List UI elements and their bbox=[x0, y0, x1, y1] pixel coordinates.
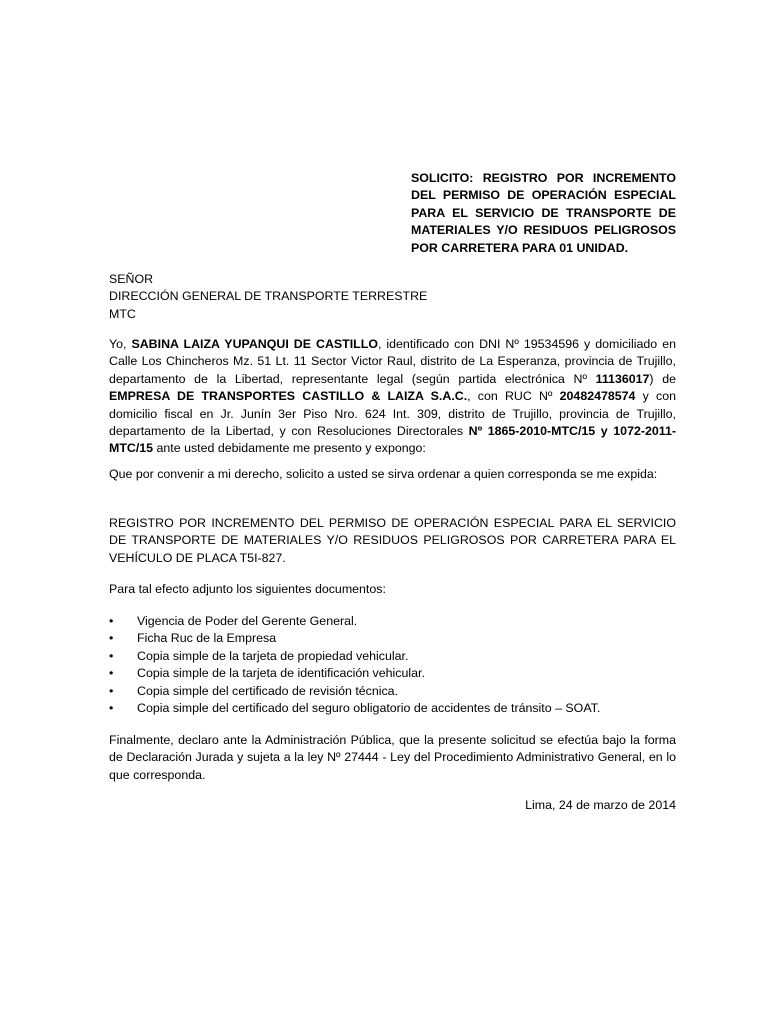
bullet-icon: • bbox=[109, 701, 114, 716]
addressee-institution: DIRECCIÓN GENERAL DE TRANSPORTE TERRESTRE bbox=[109, 289, 428, 304]
list-item bbox=[109, 648, 676, 665]
attachments-intro: Para tal efecto adjunto los siguientes documentos: bbox=[109, 582, 386, 596]
list-item-text: Vigencia de Poder del Gerente General. bbox=[137, 614, 358, 628]
list-item-text: Copia simple de la tarjeta de propiedad vehicular. bbox=[137, 648, 409, 663]
bullet-icon: • bbox=[109, 648, 114, 663]
intro-text-4: , con RUC Nº bbox=[467, 389, 560, 404]
registro-paragraph: REGISTRO POR INCREMENTO DEL PERMISO DE OPERACIÓN ESPECIAL PARA EL SERVICIO DE TRANSPORTE DE MATERIALES Y/O RESIDUOS PELIGROSOS POR CARRETERA PARA EL VEHÍCULO DE PLACA T5I-827. bbox=[109, 516, 676, 565]
list-item-text: Copia simple del certificado del seguro obligatorio de accidentes de tránsito – SOAT. bbox=[137, 701, 601, 716]
applicant-name: SABINA LAIZA YUPANQUI DE CASTILLO bbox=[131, 337, 378, 351]
intro-text-3: ) de bbox=[649, 371, 676, 386]
intro-text-6: ante usted debidamente me presento y expongo: bbox=[153, 441, 426, 456]
list-item-text: Copia simple de la tarjeta de identificación vehicular. bbox=[137, 666, 425, 681]
intro-text-2: , identificado con DNI Nº 19534596 y domiciliado en Calle Los Chincheros Mz. 51 Lt. 11 Sector Victor Raul, distrito de La Esperanza, provincia de Trujillo, departamento de la Libertad, representante legal (según partida electrónica Nº bbox=[109, 337, 676, 386]
attachments-list bbox=[109, 613, 676, 717]
list-item bbox=[109, 613, 676, 630]
addressee-ministry: MTC bbox=[109, 306, 136, 321]
bullet-icon: • bbox=[109, 683, 114, 698]
addressee-title: SEÑOR bbox=[109, 272, 154, 286]
list-item bbox=[109, 630, 676, 647]
bullet-icon: • bbox=[109, 666, 114, 681]
request-paragraph: Que por convenir a mi derecho, solicito a usted se sirva ordenar a quien corresponda se me expida: bbox=[109, 467, 658, 481]
intro-paragraph bbox=[109, 336, 676, 458]
addressee-block bbox=[109, 271, 529, 323]
list-item-text: Ficha Ruc de la Empresa bbox=[137, 631, 277, 646]
intro-text-1: Yo, bbox=[109, 337, 132, 351]
ruc-number: 20482478574 bbox=[559, 389, 636, 404]
list-item bbox=[109, 700, 676, 717]
list-item-text: Copia simple del certificado de revisión técnica. bbox=[137, 683, 399, 698]
company-name: EMPRESA DE TRANSPORTES CASTILLO & LAIZA S.A.C. bbox=[109, 389, 468, 404]
date-line: Lima, 24 de marzo de 2014 bbox=[525, 798, 676, 812]
bullet-icon: • bbox=[109, 614, 114, 628]
bullet-icon: • bbox=[109, 631, 114, 646]
list-item bbox=[109, 683, 676, 700]
resoluciones-directorales: Nº 1865-2010-MTC/15 y 1072-2011-MTC/15 bbox=[109, 424, 676, 456]
list-item bbox=[109, 665, 676, 682]
partida-number: 11136017 bbox=[595, 371, 650, 386]
intro-text-5: y con domicilio fiscal en Jr. Junín 3er Piso Nro. 624 Int. 309, distrito de Trujillo, provincia de Trujillo, departamento de la Libertad, y con Resoluciones Directorales bbox=[109, 389, 676, 439]
solicito-heading: SOLICITO: REGISTRO POR INCREMENTO DEL PERMISO DE OPERACIÓN ESPECIAL PARA EL SERVICIO DE TRANSPORTE DE MATERIALES Y/O RESIDUOS PELIGROSOS POR CARRETERA PARA 01 UNIDAD. bbox=[411, 171, 676, 255]
closing-paragraph: Finalmente, declaro ante la Administración Pública, que la presente solicitud se efectúa bajo la forma de Declaración Jurada y sujeta a la ley Nº 27444 - Ley del Procedimiento Administrativo General, en lo que corresponda. bbox=[109, 733, 676, 782]
